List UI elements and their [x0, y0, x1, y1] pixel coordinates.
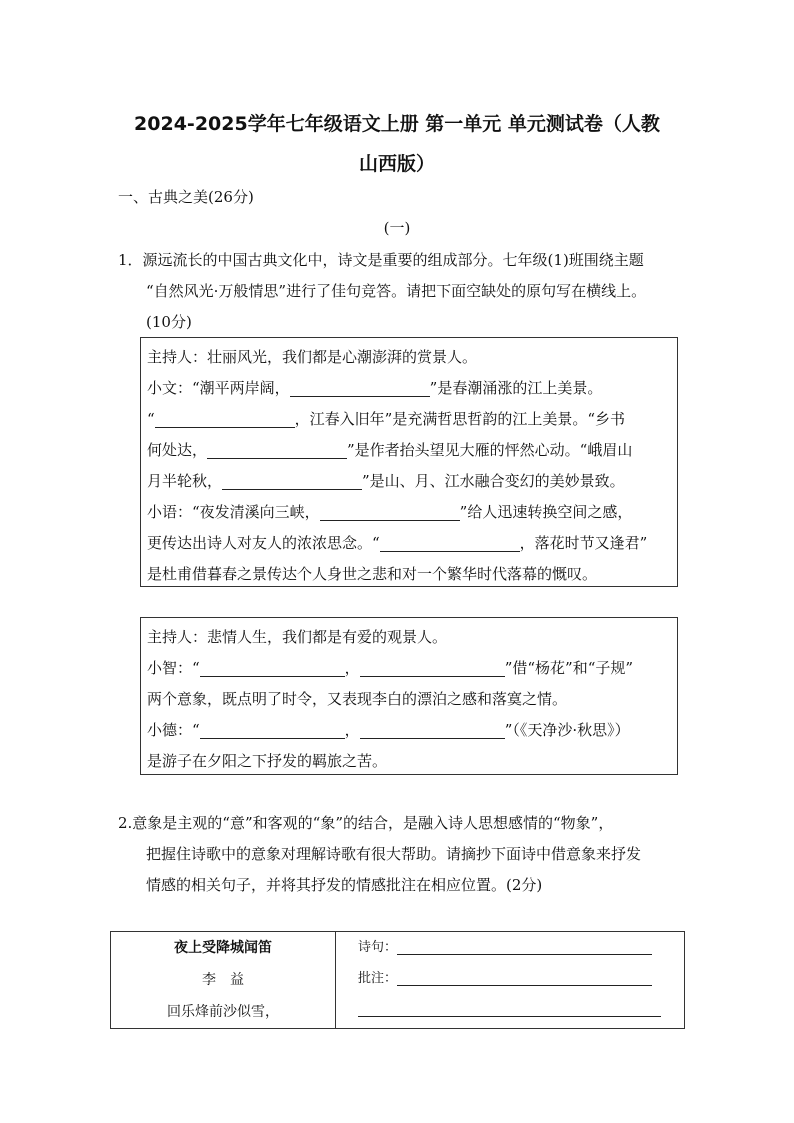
verse-row [336, 932, 684, 963]
box2-line-5: 是游子在夕阳之下抒发的羁旅之苦。 [147, 752, 388, 770]
fill-blank[interactable] [155, 409, 295, 428]
box2-host: 主持人：悲情人生，我们都是有爱的观景人。 [147, 628, 448, 646]
box1-host: 主持人：壮丽风光，我们都是心潮澎湃的赏景人。 [147, 348, 478, 366]
poem-table [110, 931, 685, 1029]
text: 更传达出诗人对友人的浓浓思念。“ [147, 534, 380, 552]
box2-line-4 [147, 715, 671, 746]
title-line-1: 2024-2025学年七年级语文上册 第一单元 单元测试卷（人教 [134, 113, 660, 135]
q2-line-2: 把握住诗歌中的意象对理解诗歌有很大帮助。请摘抄下面诗中借意象来抒发 [146, 845, 642, 863]
verse-label: 诗句： [358, 940, 398, 955]
q1-line-3: (10分) [146, 313, 192, 331]
subsection-heading: (一) [383, 219, 411, 237]
text: ， [344, 721, 360, 739]
note-label: 批注： [358, 971, 398, 986]
box1-line-6 [147, 497, 671, 528]
text: 小语：“夜发清溪向三峡， [147, 503, 320, 521]
text: ”是作者抬头望见大雁的怦然心动。“峨眉山 [347, 441, 633, 459]
box1-line-3 [147, 404, 671, 435]
q2-line-1: 2.意象是主观的“意”和客观的“象”的结合，是融入诗人思想感情的“物象”， [118, 814, 614, 832]
box1-line-7 [147, 528, 671, 559]
note-blank-2[interactable] [358, 998, 661, 1017]
note-row [336, 963, 684, 994]
poem-cell [111, 932, 336, 1029]
fill-blank[interactable] [200, 658, 345, 677]
text: 小智：“ [147, 659, 200, 677]
box1-line-8: 是杜甫借暮春之景传达个人身世之悲和对一个繁华时代落幕的慨叹。 [147, 565, 598, 583]
q2-line-3: 情感的相关句子，并将其抒发的情感批注在相应位置。(2分) [146, 876, 543, 894]
box1-line-4 [147, 435, 671, 466]
text: ”是山、月、江水融合变幻的美妙景致。 [362, 472, 625, 490]
text: ， [344, 659, 360, 677]
annotation-cell [336, 932, 685, 1029]
poem-line-1: 回乐烽前沙似雪， [167, 1004, 279, 1020]
poem-author: 李 益 [202, 972, 244, 988]
text: “ [147, 410, 155, 428]
note-row-2 [336, 994, 684, 1025]
fill-blank[interactable] [380, 533, 520, 552]
fill-blank[interactable] [290, 378, 430, 397]
answer-box-2 [140, 617, 678, 775]
poem-title: 夜上受降城闻笛 [174, 940, 272, 956]
text: ”给人迅速转换空间之感， [459, 503, 633, 521]
text: ”（《天净沙·秋思》） [504, 721, 630, 739]
fill-blank[interactable] [200, 720, 345, 739]
text: ”借“杨花”和“子规” [504, 659, 634, 677]
document-title [110, 104, 684, 184]
note-blank[interactable] [397, 967, 652, 986]
answer-box-1 [140, 337, 678, 587]
box1-line-2 [147, 373, 671, 404]
fill-blank[interactable] [360, 658, 505, 677]
question-2 [118, 808, 688, 901]
fill-blank[interactable] [222, 471, 362, 490]
box2-line-3: 两个意象，既点明了时令，又表现李白的漂泊之感和落寞之情。 [147, 690, 568, 708]
section-heading: 一、古典之美(26分) [118, 188, 254, 206]
q1-line-2: “自然风光·万般情思”进行了佳句竞答。请把下面空缺处的原句写在横线上。 [146, 282, 647, 300]
text: ，江春入旧年”是充满哲思哲韵的江上美景。“乡书 [294, 410, 626, 428]
fill-blank[interactable] [320, 502, 460, 521]
box1-line-5 [147, 466, 671, 497]
q1-line-1: 1．源远流长的中国古典文化中，诗文是重要的组成部分。七年级(1)班围绕主题 [118, 251, 644, 269]
text: 何处达， [147, 441, 208, 459]
text: 小文：“潮平两岸阔， [147, 379, 290, 397]
text: 月半轮秋， [147, 472, 223, 490]
text: ，落花时节又逢君” [519, 534, 648, 552]
verse-blank[interactable] [397, 936, 652, 955]
fill-blank[interactable] [207, 440, 347, 459]
title-line-2: 山西版） [358, 153, 435, 175]
box2-line-2 [147, 653, 671, 684]
fill-blank[interactable] [360, 720, 505, 739]
question-1 [118, 245, 688, 338]
text: 小德：“ [147, 721, 200, 739]
text: ”是春潮涌涨的江上美景。 [429, 379, 603, 397]
